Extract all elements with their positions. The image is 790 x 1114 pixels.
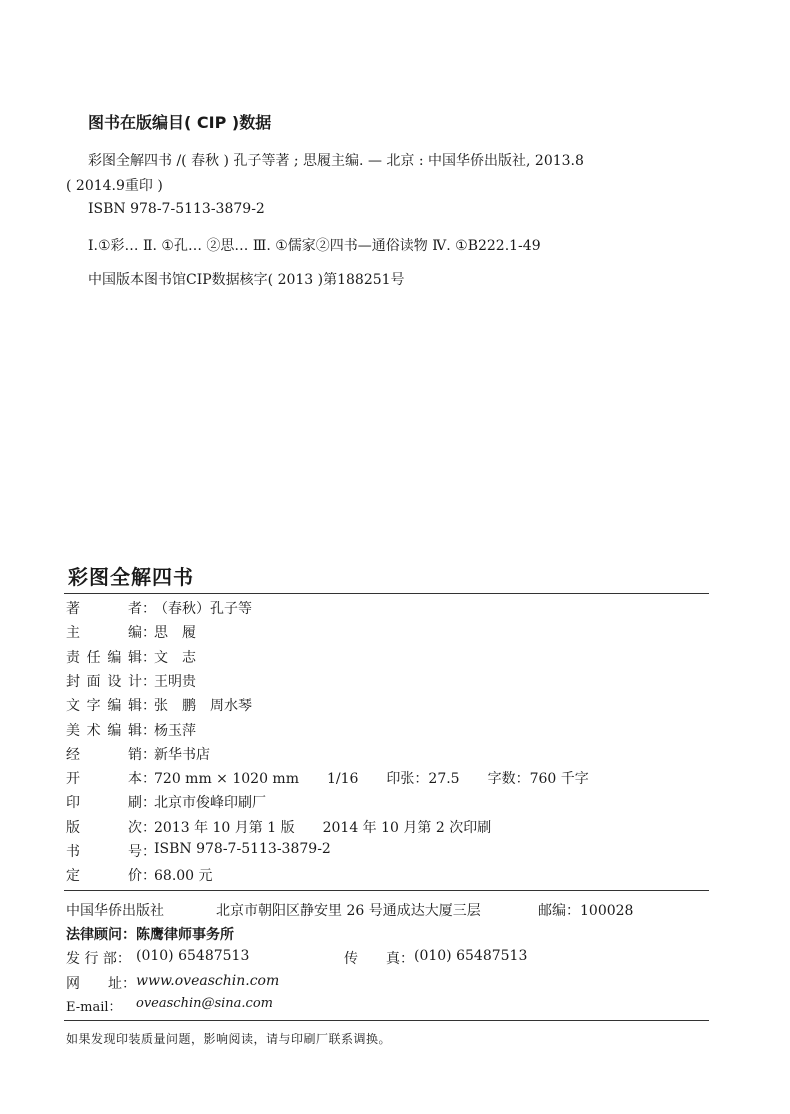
spec-label-char: 刷: [128, 795, 142, 812]
cip-line-1: 彩图全解四书 /( 春秋 ) 孔子等著 ; 思履主编. — 北京 : 中国华侨出版社, 2013.8: [88, 153, 584, 169]
spec-label-char: 销: [128, 746, 142, 763]
spec-label-char: 编: [128, 625, 142, 642]
spec-value: （春秋）孔子等: [154, 601, 252, 617]
cip-isbn: ISBN 978-7-5113-3879-2: [88, 201, 265, 217]
spec-label-char: 印: [66, 795, 80, 812]
spec-label-char: 书: [66, 844, 80, 860]
spec-value: 北京市俊峰印刷厂: [154, 795, 266, 812]
dept-phone: (010) 65487513: [136, 948, 250, 964]
spec-value: 新华书店: [154, 746, 210, 763]
web-link[interactable]: www.oveaschin.com: [136, 973, 280, 989]
email-link[interactable]: oveaschin@sina.com: [136, 996, 273, 1011]
spec-label-char: 者: [128, 601, 142, 617]
spec-value: 720 mm × 1020 mm 1/16 印张：27.5 字数：760 千字: [154, 771, 589, 788]
spec-value: 68.00 元: [154, 868, 213, 885]
fax-phone: (010) 65487513: [414, 948, 528, 964]
cip-title: 图书在版编目( CIP )数据: [88, 113, 272, 132]
spec-label-char: 文: [66, 698, 80, 715]
spec-colon: ：: [142, 673, 156, 690]
web-label: 网 址：: [66, 976, 136, 992]
spec-label: [66, 817, 142, 837]
spec-label-char: 辑: [127, 722, 142, 739]
spec-label-char: 字: [86, 698, 101, 715]
spec-label-char: 次: [128, 819, 142, 836]
spec-label: [66, 720, 142, 740]
spec-label: [66, 598, 142, 618]
spec-label-char: 设: [107, 673, 122, 690]
spec-value: 2013 年 10 月第 1 版 2014 年 10 月第 2 次印刷: [154, 819, 492, 836]
spec-colon: ：: [142, 698, 156, 715]
spec-label-char: 编: [107, 698, 122, 715]
cip-classification: Ⅰ.①彩… Ⅱ. ①孔… ②思… Ⅲ. ①儒家②四书—通俗读物 Ⅳ. ①B222.1-49: [88, 238, 541, 254]
spec-colon: ：: [142, 601, 156, 617]
email-label: E-mail：: [66, 1000, 122, 1015]
spec-colon: ：: [142, 844, 156, 860]
spec-label: [66, 744, 142, 764]
spec-value: 张 鹏 周水琴: [154, 698, 252, 715]
spec-colon: ：: [142, 722, 156, 739]
cip-core-data: 中国版本图书馆CIP数据核字( 2013 )第188251号: [88, 272, 405, 288]
spec-label-char: 编: [107, 649, 122, 666]
spec-label-char: 版: [66, 819, 80, 836]
publisher-name: 中国华侨出版社: [66, 903, 164, 919]
spec-value: 杨玉萍: [154, 722, 196, 739]
spec-label: [66, 768, 142, 788]
spec-label-char: 价: [128, 868, 142, 885]
spec-label-char: 号: [128, 844, 142, 860]
spec-label: [66, 792, 142, 812]
fax-label: 传 真：: [344, 951, 414, 967]
footer-note: 如果发现印装质量问题，影响阅读，请与印刷厂联系调换。: [66, 1032, 392, 1046]
spec-label-char: 辑: [127, 649, 142, 666]
spec-label-char: 本: [128, 771, 142, 788]
cip-line-2: ( 2014.9重印 ): [66, 178, 163, 194]
specs-bottom-rule: [64, 890, 709, 891]
spec-colon: ：: [142, 625, 156, 642]
spec-label-char: 计: [127, 673, 142, 690]
spec-colon: ：: [142, 649, 156, 666]
spec-label: [66, 695, 142, 715]
publisher-postcode: 邮编：100028: [538, 903, 634, 919]
footer-rule: [64, 1020, 709, 1021]
legal-counsel: 法律顾问：陈鹰律师事务所: [66, 927, 234, 943]
spec-colon: ：: [142, 746, 156, 763]
spec-label: [66, 865, 142, 885]
spec-label: [66, 647, 142, 667]
title-rule: [64, 593, 709, 594]
spec-value: ISBN 978-7-5113-3879-2: [154, 841, 331, 857]
spec-value: 王明贵: [154, 673, 196, 690]
spec-colon: ：: [142, 819, 156, 836]
spec-label-char: 辑: [127, 698, 142, 715]
spec-label-char: 开: [66, 771, 80, 788]
spec-label-char: 经: [66, 746, 80, 763]
spec-label: [66, 622, 142, 642]
spec-label-char: 封: [66, 673, 80, 690]
spec-label-char: 著: [66, 601, 80, 617]
spec-label-char: 责: [66, 649, 80, 666]
spec-label-char: 面: [86, 673, 101, 690]
spec-label-char: 美: [66, 722, 80, 739]
spec-label-char: 定: [66, 868, 80, 885]
spec-label-char: 主: [66, 625, 80, 642]
spec-colon: ：: [142, 868, 156, 885]
spec-label-char: 编: [107, 722, 122, 739]
spec-label: [66, 841, 142, 861]
spec-label-char: 术: [86, 722, 101, 739]
spec-label-char: 任: [86, 649, 101, 666]
spec-value: 文 志: [154, 649, 196, 666]
dept-label: 发 行 部：: [66, 951, 131, 967]
book-title: 彩图全解四书: [68, 565, 194, 589]
spec-value: 思 履: [154, 625, 196, 642]
publisher-address: 北京市朝阳区静安里 26 号通成达大厦三层: [216, 903, 481, 919]
spec-label: [66, 671, 142, 691]
spec-colon: ：: [142, 795, 156, 812]
spec-colon: ：: [142, 771, 156, 788]
